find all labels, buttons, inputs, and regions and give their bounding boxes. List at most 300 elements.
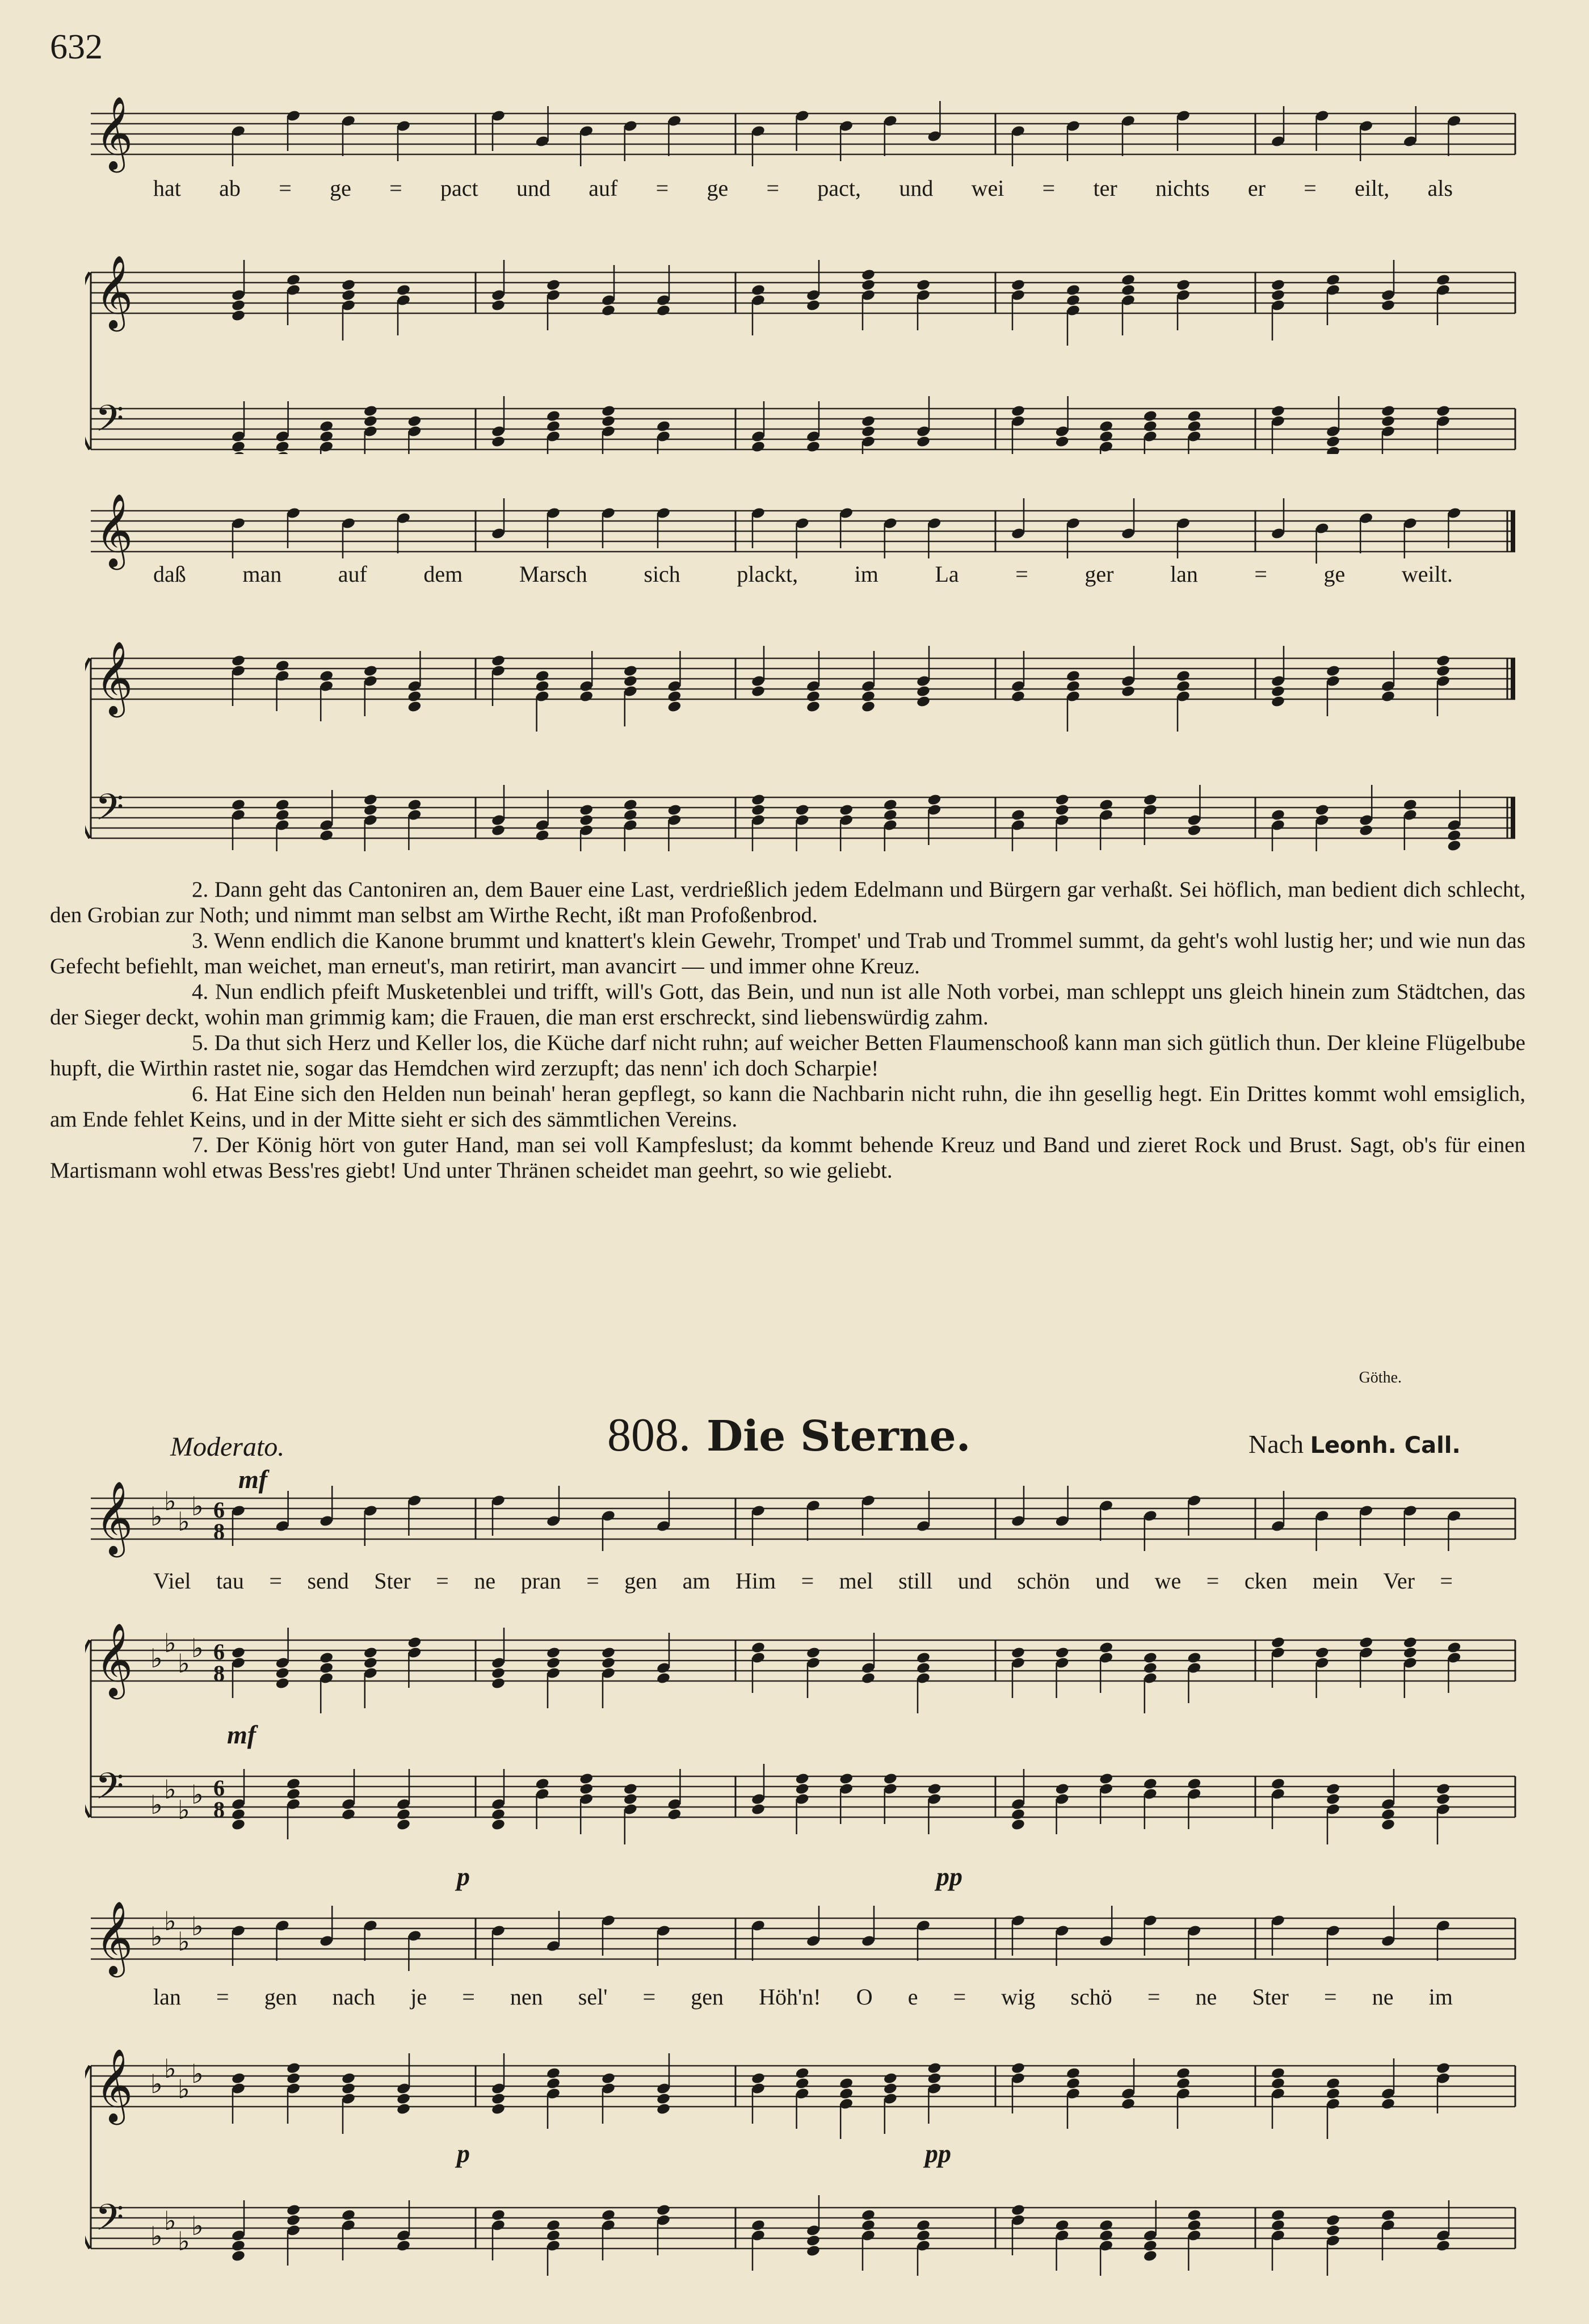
- note-head: [341, 2082, 356, 2095]
- note-head: [275, 809, 290, 822]
- note-head: [1187, 2209, 1201, 2222]
- flat-icon: ♭: [178, 1506, 190, 1537]
- bass-clef-icon: 𝄢: [95, 2197, 124, 2248]
- note-head: [1099, 420, 1113, 433]
- note-head: [806, 2234, 821, 2247]
- note-head: [1187, 824, 1201, 837]
- lyric-syllable: nen: [510, 1984, 543, 2010]
- note-head: [1436, 665, 1451, 678]
- note-head: [1436, 1783, 1451, 1796]
- note-head: [916, 1651, 931, 1665]
- note-head: [1326, 435, 1340, 448]
- time-signature-top: 6: [213, 1775, 225, 1801]
- flat-icon: ♭: [178, 2226, 190, 2256]
- lyric-syllable: ge: [707, 175, 729, 201]
- note-head: [491, 299, 506, 312]
- note-head: [319, 1662, 334, 1675]
- treble-clef-icon: 𝄞: [95, 641, 133, 715]
- lyric-syllable: er: [1247, 175, 1266, 201]
- note-head: [1099, 2229, 1113, 2242]
- note-head: [231, 440, 246, 453]
- note-head: [546, 1657, 561, 1670]
- note-head: [1315, 1646, 1330, 1659]
- note-head: [1403, 1646, 1418, 1659]
- note-head: [341, 1808, 356, 1821]
- note-head: [1326, 1783, 1340, 1796]
- verse-3: 3. Wenn endlich die Kanone brummt und knattert's klein Gewehr, Trompet' und Trab und Trommel summt, da geht's wohl lustig her; und wie nun das Gefecht befiehlt, man weichet, man erneut's, man retirirt, man avancirt — und immer ohne Kreuz.: [50, 928, 1525, 978]
- lyric-syllable: wei: [971, 175, 1004, 201]
- time-signature-top: 6: [213, 1497, 225, 1523]
- lyrics-line: [85, 175, 1521, 201]
- lyric-syllable: im: [854, 561, 878, 587]
- note-head: [1055, 1646, 1070, 1659]
- note-head: [861, 700, 876, 713]
- note-head: [656, 1672, 671, 1685]
- note-head: [1099, 2219, 1113, 2232]
- note-head: [231, 654, 246, 667]
- note-head: [579, 1783, 594, 1796]
- lyric-syllable: schö: [1070, 1984, 1112, 2010]
- note-head: [363, 1657, 378, 1670]
- note-head: [861, 2209, 876, 2222]
- note-head: [396, 1818, 411, 1831]
- note-head: [916, 2229, 931, 2242]
- note-head: [1403, 799, 1418, 812]
- note-head: [1143, 2250, 1158, 2263]
- note-head: [1011, 1818, 1025, 1831]
- note-head: [1011, 1808, 1025, 1821]
- note-head: [1176, 279, 1191, 292]
- note-head: [795, 1783, 810, 1796]
- note-head: [1187, 2219, 1201, 2232]
- flat-icon: ♭: [178, 1648, 190, 1679]
- note-head: [275, 440, 290, 453]
- note-head: [1143, 1777, 1158, 1791]
- note-head: [883, 809, 898, 822]
- lyric-syllable: weilt.: [1401, 561, 1453, 587]
- note-head: [363, 415, 378, 428]
- note-head: [231, 1646, 246, 1659]
- note-head: [916, 685, 931, 698]
- note-head: [751, 284, 766, 297]
- note-head: [916, 1662, 931, 1675]
- note-head: [861, 2219, 876, 2232]
- note-head: [1121, 685, 1136, 698]
- note-head: [927, 793, 941, 806]
- note-head: [601, 415, 616, 428]
- note-head: [1187, 1651, 1201, 1665]
- score-system-2: [85, 488, 1521, 851]
- note-head: [601, 1657, 616, 1670]
- note-head: [1143, 410, 1158, 423]
- lyric-syllable: hat: [153, 175, 181, 201]
- note-head: [883, 2072, 898, 2085]
- dynamic-mf: mf: [238, 1465, 268, 1494]
- flat-icon: ♭: [164, 1906, 176, 1936]
- note-head: [407, 799, 422, 812]
- bass-clef-icon: 𝄢: [95, 398, 124, 449]
- note-head: [751, 2219, 766, 2232]
- note-head: [1447, 829, 1461, 842]
- note-head: [623, 809, 638, 822]
- note-head: [751, 2072, 766, 2085]
- staff-group: [85, 1476, 1521, 1850]
- note-head: [667, 700, 682, 713]
- note-head: [916, 695, 931, 708]
- bass-clef-icon: 𝄢: [95, 787, 124, 838]
- note-head: [396, 2239, 411, 2252]
- note-head: [1436, 274, 1451, 287]
- note-head: [363, 665, 378, 678]
- note-head: [363, 804, 378, 817]
- note-head: [546, 279, 561, 292]
- note-head: [1011, 2204, 1025, 2217]
- treble-clef-icon: 𝄞: [95, 1623, 133, 1696]
- note-head: [546, 420, 561, 433]
- note-head: [601, 2072, 616, 2085]
- note-head: [751, 793, 766, 806]
- note-head: [751, 804, 766, 817]
- note-head: [275, 799, 290, 812]
- note-head: [1271, 2209, 1285, 2222]
- lyric-syllable: =: [462, 1984, 475, 2010]
- note-head: [231, 1818, 246, 1831]
- note-head: [1326, 1793, 1340, 1806]
- note-head: [839, 1772, 854, 1785]
- note-head: [1436, 405, 1451, 418]
- note-head: [1326, 2087, 1340, 2100]
- verse-4: 4. Nun endlich pfeift Musketenblei und trifft, will's Gott, das Bein, und nun ist alle Noth vorbei, man schleppt uns gleich hinein zum Städtchen, das der Sieger deckt, wohin man grimmig kam; die Frauen, die man erst erschreckt, sind liebenswürdig zahm.: [50, 980, 1525, 1029]
- note-head: [275, 1667, 290, 1680]
- note-head: [806, 700, 821, 713]
- song-title: [607, 1407, 970, 1463]
- note-head: [861, 690, 876, 703]
- lyric-syllable: nichts: [1155, 175, 1210, 201]
- note-head: [286, 2204, 301, 2217]
- note-head: [623, 675, 638, 688]
- note-head: [1271, 2067, 1285, 2080]
- note-head: [1381, 1808, 1395, 1821]
- note-head: [535, 670, 550, 683]
- score-system-1: [85, 91, 1521, 454]
- lyric-syllable: je: [410, 1984, 427, 2010]
- lyric-syllable: ab: [219, 175, 241, 201]
- lyric-syllable: send: [307, 1568, 349, 1594]
- note-head: [1143, 1662, 1158, 1675]
- lyric-syllable: Ster: [374, 1568, 411, 1594]
- note-head: [1066, 2077, 1081, 2090]
- note-head: [1381, 2209, 1395, 2222]
- note-head: [396, 1808, 411, 1821]
- treble-clef-icon: 𝄞: [95, 493, 133, 567]
- note-head: [1271, 279, 1285, 292]
- page-number: 632: [50, 28, 103, 66]
- note-head: [623, 665, 638, 678]
- flat-icon: ♭: [178, 1795, 190, 1825]
- note-head: [861, 268, 876, 281]
- note-head: [1143, 793, 1158, 806]
- note-head: [1055, 2219, 1070, 2232]
- lyric-syllable: =: [1015, 561, 1028, 587]
- note-head: [667, 804, 682, 817]
- lyric-syllable: ge: [330, 175, 351, 201]
- lyric-syllable: =: [279, 175, 292, 201]
- lyric-syllable: =: [1042, 175, 1056, 201]
- note-head: [491, 1667, 506, 1680]
- note-head: [1271, 1636, 1285, 1649]
- note-head: [795, 1772, 810, 1785]
- treble-clef-icon: 𝄞: [95, 2048, 133, 2122]
- note-head: [491, 824, 506, 837]
- note-head: [1187, 1777, 1201, 1791]
- note-head: [1271, 2219, 1285, 2232]
- note-head: [491, 1677, 506, 1690]
- dynamic-pp: pp: [936, 1862, 962, 1891]
- note-head: [546, 410, 561, 423]
- lyric-syllable: gen: [264, 1984, 297, 2010]
- lyric-syllable: Ster: [1252, 1984, 1289, 2010]
- flat-icon: ♭: [164, 1774, 176, 1805]
- lyrics-line: [85, 561, 1521, 587]
- flat-icon: ♭: [150, 1643, 163, 1674]
- note-head: [601, 1646, 616, 1659]
- note-head: [1176, 2077, 1191, 2090]
- lyric-syllable: wig: [1001, 1984, 1036, 2010]
- brace-icon: [85, 272, 90, 449]
- note-head: [1187, 410, 1201, 423]
- treble-clef-icon: 𝄞: [95, 255, 133, 329]
- note-head: [927, 1783, 941, 1796]
- note-head: [396, 2103, 411, 2116]
- lyric-syllable: tau: [216, 1568, 244, 1594]
- note-head: [1326, 2077, 1340, 2090]
- note-head: [396, 2092, 411, 2106]
- note-head: [275, 659, 290, 673]
- note-head: [1187, 420, 1201, 433]
- note-head: [1447, 1641, 1461, 1654]
- note-head: [883, 799, 898, 812]
- note-head: [1011, 1646, 1025, 1659]
- note-head: [407, 415, 422, 428]
- lyric-syllable: auf: [338, 561, 367, 587]
- note-head: [231, 299, 246, 312]
- note-head: [1143, 1651, 1158, 1665]
- flat-icon: ♭: [178, 2074, 190, 2104]
- note-head: [1326, 2214, 1340, 2227]
- note-head: [806, 690, 821, 703]
- lyric-syllable: Höh'n!: [759, 1984, 821, 2010]
- lyric-syllable: ne: [474, 1568, 496, 1594]
- note-head: [1436, 2239, 1451, 2252]
- note-head: [1143, 2239, 1158, 2252]
- flat-icon: ♭: [164, 2205, 176, 2236]
- lyric-syllable: als: [1427, 175, 1453, 201]
- note-head: [751, 440, 766, 453]
- note-head: [286, 274, 301, 287]
- note-head: [1271, 685, 1285, 698]
- note-head: [1121, 284, 1136, 297]
- note-head: [601, 405, 616, 418]
- lyric-syllable: =: [801, 1568, 814, 1594]
- note-head: [1055, 1783, 1070, 1796]
- note-head: [1271, 289, 1285, 302]
- lyric-syllable: ne: [1195, 1984, 1217, 2010]
- note-head: [319, 670, 334, 683]
- lyric-syllable: =: [1254, 561, 1267, 587]
- note-head: [806, 2245, 821, 2258]
- time-signature-top: 6: [213, 1639, 225, 1665]
- note-head: [751, 1641, 766, 1654]
- note-head: [1381, 690, 1395, 703]
- flat-icon: ♭: [191, 1633, 204, 1663]
- note-head: [1011, 809, 1025, 822]
- note-head: [806, 1646, 821, 1659]
- lyric-syllable: auf: [588, 175, 618, 201]
- note-head: [491, 2209, 506, 2222]
- lyric-syllable: =: [1206, 1568, 1220, 1594]
- note-head: [546, 1646, 561, 1659]
- flat-icon: ♭: [164, 1486, 176, 1516]
- lyric-syllable: sich: [644, 561, 680, 587]
- note-head: [1271, 695, 1285, 708]
- note-head: [231, 309, 246, 322]
- note-head: [286, 2062, 301, 2075]
- note-head: [656, 420, 671, 433]
- note-head: [546, 2229, 561, 2242]
- note-head: [546, 2077, 561, 2090]
- note-head: [1066, 284, 1081, 297]
- composer-prefix: Nach: [1248, 1430, 1304, 1459]
- lyric-syllable: e: [907, 1984, 918, 2010]
- note-head: [861, 279, 876, 292]
- note-head: [286, 2214, 301, 2227]
- note-head: [656, 2204, 671, 2217]
- note-head: [1359, 1636, 1373, 1649]
- note-head: [916, 435, 931, 448]
- note-head: [231, 1808, 246, 1821]
- flat-icon: ♭: [150, 2221, 163, 2251]
- note-head: [1055, 793, 1070, 806]
- note-head: [601, 304, 616, 317]
- note-head: [795, 2077, 810, 2090]
- note-head: [839, 804, 854, 817]
- note-head: [1447, 839, 1461, 851]
- note-head: [1271, 809, 1285, 822]
- note-head: [1143, 420, 1158, 433]
- lyric-syllable: gen: [691, 1984, 724, 2010]
- dynamic-p: p: [457, 2139, 470, 2168]
- lyric-syllable: =: [216, 1984, 229, 2010]
- note-head: [319, 420, 334, 433]
- poem-author: Göthe.: [1359, 1369, 1402, 1386]
- lyrics-line: [85, 1983, 1521, 2010]
- lyric-syllable: ne: [1372, 1984, 1394, 2010]
- lyric-syllable: mein: [1312, 1568, 1358, 1594]
- lyric-syllable: Ver: [1383, 1568, 1415, 1594]
- song-number: 808.: [607, 1409, 691, 1461]
- note-head: [839, 2077, 854, 2090]
- note-head: [341, 279, 356, 292]
- note-head: [916, 2219, 931, 2232]
- lyric-syllable: lan: [1170, 561, 1198, 587]
- note-head: [341, 289, 356, 302]
- note-head: [1271, 405, 1285, 418]
- note-head: [491, 654, 506, 667]
- tempo-marking: Moderato.: [170, 1432, 285, 1462]
- note-head: [1066, 670, 1081, 683]
- note-head: [883, 1772, 898, 1785]
- lyric-syllable: we: [1154, 1568, 1182, 1594]
- lyric-syllable: Marsch: [519, 561, 587, 587]
- flat-icon: ♭: [178, 1926, 190, 1957]
- note-head: [546, 2219, 561, 2232]
- lyric-syllable: =: [1440, 1568, 1453, 1594]
- note-head: [319, 430, 334, 443]
- lyric-syllable: =: [953, 1984, 966, 2010]
- note-head: [231, 799, 246, 812]
- note-head: [1326, 665, 1340, 678]
- note-head: [579, 814, 594, 827]
- lyric-syllable: =: [766, 175, 780, 201]
- lyric-syllable: =: [586, 1568, 599, 1594]
- treble-clef-icon: 𝄞: [95, 1481, 133, 1554]
- flat-icon: ♭: [164, 1628, 176, 1658]
- note-head: [1436, 654, 1451, 667]
- note-head: [319, 829, 334, 842]
- lyric-syllable: =: [269, 1568, 282, 1594]
- verse-6: 6. Hat Eine sich den Helden nun beinah' heran gepflegt, so kann die Nachbarin nicht ruhn, die ihn gesellig hegt. Ein Drittes kommt wohl emsiglich, am Ende fehlet Keins, und in der Mitte sieht er sich des sämmtlichen Vereins.: [50, 1082, 1525, 1132]
- flat-icon: ♭: [164, 2053, 176, 2084]
- verse-text: [50, 877, 1525, 1183]
- note-head: [1326, 274, 1340, 287]
- lyric-syllable: ter: [1093, 175, 1117, 201]
- note-head: [286, 1777, 301, 1791]
- staff-group: [85, 488, 1521, 851]
- lyrics-line: [85, 1567, 1521, 1594]
- lyric-syllable: =: [389, 175, 402, 201]
- note-head: [286, 2072, 301, 2085]
- note-head: [1436, 1793, 1451, 1806]
- composer-credit: [1248, 1429, 1461, 1459]
- note-head: [806, 440, 821, 453]
- note-head: [927, 2072, 941, 2085]
- note-head: [363, 793, 378, 806]
- note-head: [535, 829, 550, 842]
- note-head: [916, 279, 931, 292]
- note-head: [1381, 415, 1395, 428]
- lyric-syllable: =: [1324, 1984, 1337, 2010]
- note-head: [535, 680, 550, 693]
- note-head: [231, 2239, 246, 2252]
- treble-clef-icon: 𝄞: [95, 1901, 133, 1974]
- note-head: [407, 690, 422, 703]
- lyric-syllable: La: [935, 561, 959, 587]
- note-head: [656, 304, 671, 317]
- lyric-syllable: schön: [1017, 1568, 1070, 1594]
- note-head: [795, 804, 810, 817]
- note-head: [341, 2072, 356, 2085]
- note-head: [861, 1672, 876, 1685]
- lyric-syllable: ge: [1323, 561, 1346, 587]
- flat-icon: ♭: [191, 2058, 204, 2089]
- lyric-syllable: =: [1147, 1984, 1161, 2010]
- note-head: [491, 2103, 506, 2116]
- flat-icon: ♭: [150, 1789, 163, 1820]
- note-head: [1055, 804, 1070, 817]
- note-head: [1066, 680, 1081, 693]
- lyric-syllable: gen: [624, 1568, 658, 1594]
- note-head: [1066, 294, 1081, 307]
